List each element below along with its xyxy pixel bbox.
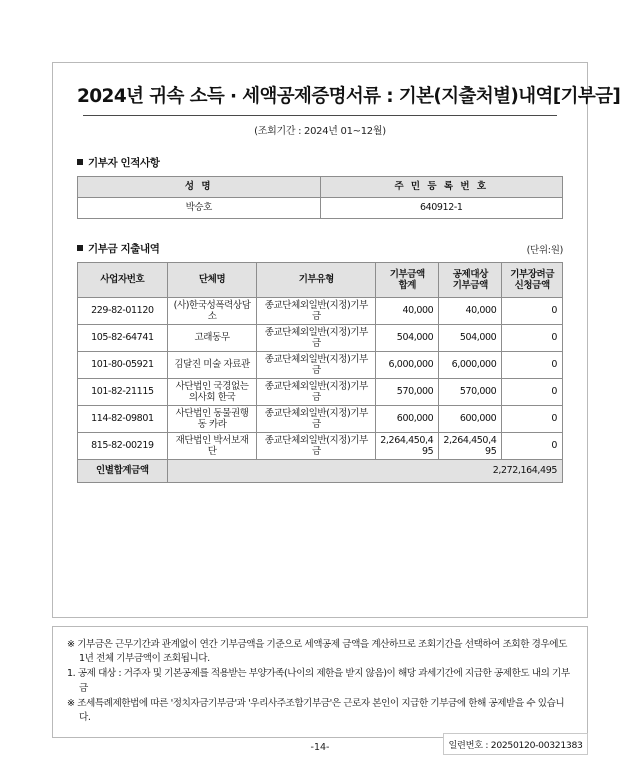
column-header-deductible-amount: [439, 262, 502, 297]
donation-business-number: 229-82-01120: [78, 297, 168, 324]
donation-incentive: 0: [502, 351, 563, 378]
donation-business-number: 815-82-00219: [78, 432, 168, 459]
document-page-frame: [52, 62, 621, 618]
table-row: [78, 324, 563, 351]
header-line-1: 기부금액: [389, 268, 425, 280]
donation-business-number: 105-82-64741: [78, 324, 168, 351]
donation-organization: 고래동무: [167, 324, 257, 351]
donation-section-header: [77, 241, 563, 256]
donation-section-title: [77, 241, 159, 256]
donation-organization: 김달진 미술 자료관: [167, 351, 257, 378]
donation-amount-total: 570,000: [376, 378, 439, 405]
notes-box: [52, 626, 588, 738]
donation-type: 종교단체외일반(지정)기부금: [257, 351, 376, 378]
donation-deductible: 600,000: [439, 405, 502, 432]
donation-amount-total: 6,000,000: [376, 351, 439, 378]
page-subtitle: (조회기간 : 2024년 01~12월): [254, 125, 386, 137]
donation-incentive: 0: [502, 297, 563, 324]
donation-incentive: 0: [502, 405, 563, 432]
document-content: [53, 63, 621, 483]
donation-type: 종교단체외일반(지정)기부금: [257, 297, 376, 324]
column-header-organization: 단체명: [167, 262, 257, 297]
column-header-name: 성 명: [78, 176, 321, 197]
donation-type: 종교단체외일반(지정)기부금: [257, 324, 376, 351]
donation-table-body: [78, 297, 563, 482]
column-header-resident-number: 주 민 등 록 번 호: [320, 176, 563, 197]
page-title: 2024년 귀속 소득 · 세액공제증명서류 : 기본(지출처별)내역[기부금]: [77, 86, 621, 107]
column-header-business-number: 사업자번호: [78, 262, 168, 297]
donation-deductible: 504,000: [439, 324, 502, 351]
column-header-incentive-amount: [502, 262, 563, 297]
header-line-1: 기부장려금: [510, 268, 555, 280]
table-row: [78, 405, 563, 432]
donation-deductible: 6,000,000: [439, 351, 502, 378]
serial-number: 일련번호 : 20250120-00321383: [443, 733, 588, 755]
donation-deductible: 2,264,450,495: [439, 432, 502, 459]
square-bullet-icon: [77, 245, 83, 251]
donation-deductible: 40,000: [439, 297, 502, 324]
donor-table-header-row: [78, 176, 563, 197]
donation-amount-total: 504,000: [376, 324, 439, 351]
donation-details-table: [77, 262, 563, 483]
donation-amount-total: 2,264,450,495: [376, 432, 439, 459]
title-divider: [83, 115, 557, 116]
donor-name-value: 박승호: [78, 197, 321, 218]
donation-section-label: 기부금 지출내역: [88, 242, 160, 255]
donation-deductible: 570,000: [439, 378, 502, 405]
donation-organization: 사단법인 동물권행동 카라: [167, 405, 257, 432]
donation-business-number: 101-80-05921: [78, 351, 168, 378]
currency-unit-note: (단위:원): [526, 244, 563, 256]
donation-incentive: 0: [502, 432, 563, 459]
donor-info-table: [77, 176, 563, 219]
header-line-2: 기부금액: [452, 279, 488, 291]
donor-resident-number-value: 640912-1: [320, 197, 563, 218]
donation-type: 종교단체외일반(지정)기부금: [257, 378, 376, 405]
donation-amount-total: 600,000: [376, 405, 439, 432]
donor-section-header: [77, 155, 563, 170]
page-number: -14-: [310, 742, 330, 753]
donation-organization: (사)한국성폭력상담소: [167, 297, 257, 324]
header-line-2: 신청금액: [514, 279, 550, 291]
total-label: 인별합계금액: [78, 459, 168, 482]
donation-table-header-row: [78, 262, 563, 297]
table-row: [78, 432, 563, 459]
donation-organization: 재단법인 박서보재단: [167, 432, 257, 459]
donation-business-number: 101-82-21115: [78, 378, 168, 405]
donation-incentive: 0: [502, 324, 563, 351]
donor-section-label: 기부자 인적사항: [88, 156, 160, 169]
note-item: ※ 기부금은 근무기간과 관계없이 연간 기부금액을 기준으로 세액공제 금액을 계산하므로 조회기간을 선택하여 조회한 경우에도 1년 전체 기부금액이 조회됩니다.: [67, 639, 567, 665]
note-item: ※ 조세특례제한법에 따른 '정치자금기부금'과 '우리사주조합기부금'은 근로자 본인이 지급한 기부금에 한해 공제받을 수 있습니다.: [67, 697, 565, 723]
donation-type: 종교단체외일반(지정)기부금: [257, 432, 376, 459]
donation-organization: 사단법인 국경없는 의사회 한국: [167, 378, 257, 405]
header-line-2: 합계: [398, 279, 417, 291]
donor-table-row: [78, 197, 563, 218]
square-bullet-icon: [77, 159, 83, 165]
donor-section-title: [77, 155, 159, 170]
donation-type: 종교단체외일반(지정)기부금: [257, 405, 376, 432]
table-row: [78, 378, 563, 405]
note-item: 1. 공제 대상 : 거주자 및 기본공제를 적용받는 부양가족(나이의 제한을 받지 않음)이 해당 과세기간에 지급한 공제한도 내의 기부금: [67, 668, 570, 694]
column-header-donation-type: 기부유형: [257, 262, 376, 297]
header-line-1: 공제대상: [452, 268, 488, 280]
total-value: 2,272,164,495: [167, 459, 562, 482]
donation-business-number: 114-82-09801: [78, 405, 168, 432]
total-row: [78, 459, 563, 482]
column-header-donation-amount-total: [376, 262, 439, 297]
table-row: [78, 297, 563, 324]
donation-amount-total: 40,000: [376, 297, 439, 324]
table-row: [78, 351, 563, 378]
donation-incentive: 0: [502, 378, 563, 405]
